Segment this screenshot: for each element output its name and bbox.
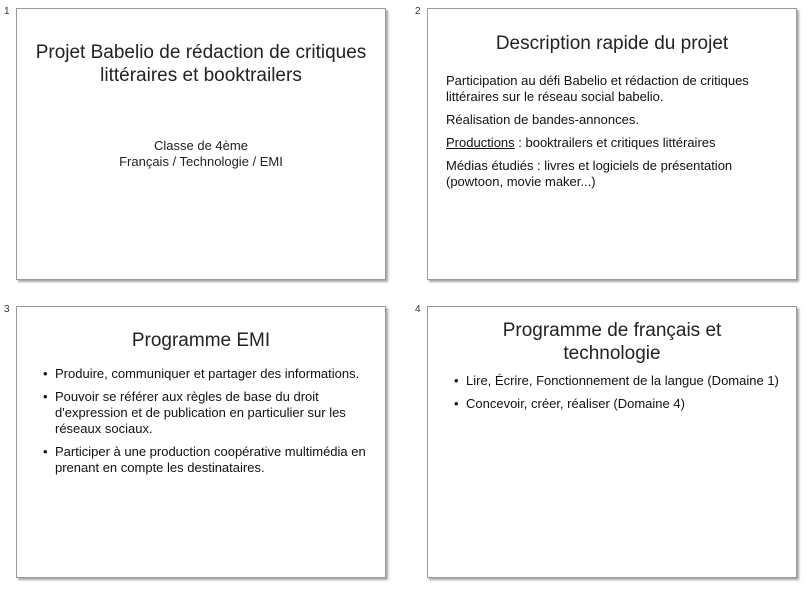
body-paragraph: Participation au défi Babelio et rédaction de critiques littéraires sur le réseau social babelio. <box>446 73 749 104</box>
body-paragraph: Médias étudiés : livres et logiciels de présentation (powtoon, movie maker...) <box>446 158 733 189</box>
slide-body <box>454 373 784 419</box>
slide-title: Description rapide du projet <box>495 33 729 54</box>
slide-title: Projet Babelio de rédaction de critiques littéraires et booktrailers <box>35 42 367 86</box>
productions-text: : booktrailers et critiques littéraires <box>514 135 716 150</box>
bullet-item: • Produire, communiquer et partager des informations. <box>43 366 373 382</box>
slide-thumbnail-3[interactable] <box>16 306 386 578</box>
subtitle-line: Français / Technologie / EMI <box>119 154 283 169</box>
slide-title: Programme de français et technologie <box>502 320 722 364</box>
slide-number: 2 <box>415 6 421 17</box>
slide-number: 3 <box>4 304 10 315</box>
bullet-item: • Lire, Écrire, Fonctionnement de la langue (Domaine 1) <box>454 373 784 389</box>
slide-number: 1 <box>4 6 10 17</box>
slide-thumbnail-1[interactable] <box>16 8 386 280</box>
slide-thumbnail-4[interactable] <box>427 306 797 578</box>
slide-subtitle <box>17 138 385 170</box>
body-paragraph: Réalisation de bandes-annonces. <box>446 112 639 127</box>
subtitle-line: Classe de 4ème <box>154 138 248 153</box>
bullet-item: • Participer à une production coopérative multimédia en prenant en compte les destinataires. <box>43 444 373 476</box>
body-paragraph <box>446 135 786 151</box>
bullet-list <box>454 373 784 412</box>
slide-body <box>446 73 786 197</box>
bullet-list <box>43 366 373 476</box>
productions-label: Productions <box>446 135 515 150</box>
bullet-item: • Pouvoir se référer aux règles de base du droit d'expression et de publication en particulier sur les réseaux sociaux. <box>43 389 373 437</box>
bullet-item: • Concevoir, créer, réaliser (Domaine 4) <box>454 396 784 412</box>
slide-title: Programme EMI <box>131 330 271 351</box>
slide-thumbnail-2[interactable] <box>427 8 797 280</box>
slide-number: 4 <box>415 304 421 315</box>
slide-body <box>43 366 373 483</box>
